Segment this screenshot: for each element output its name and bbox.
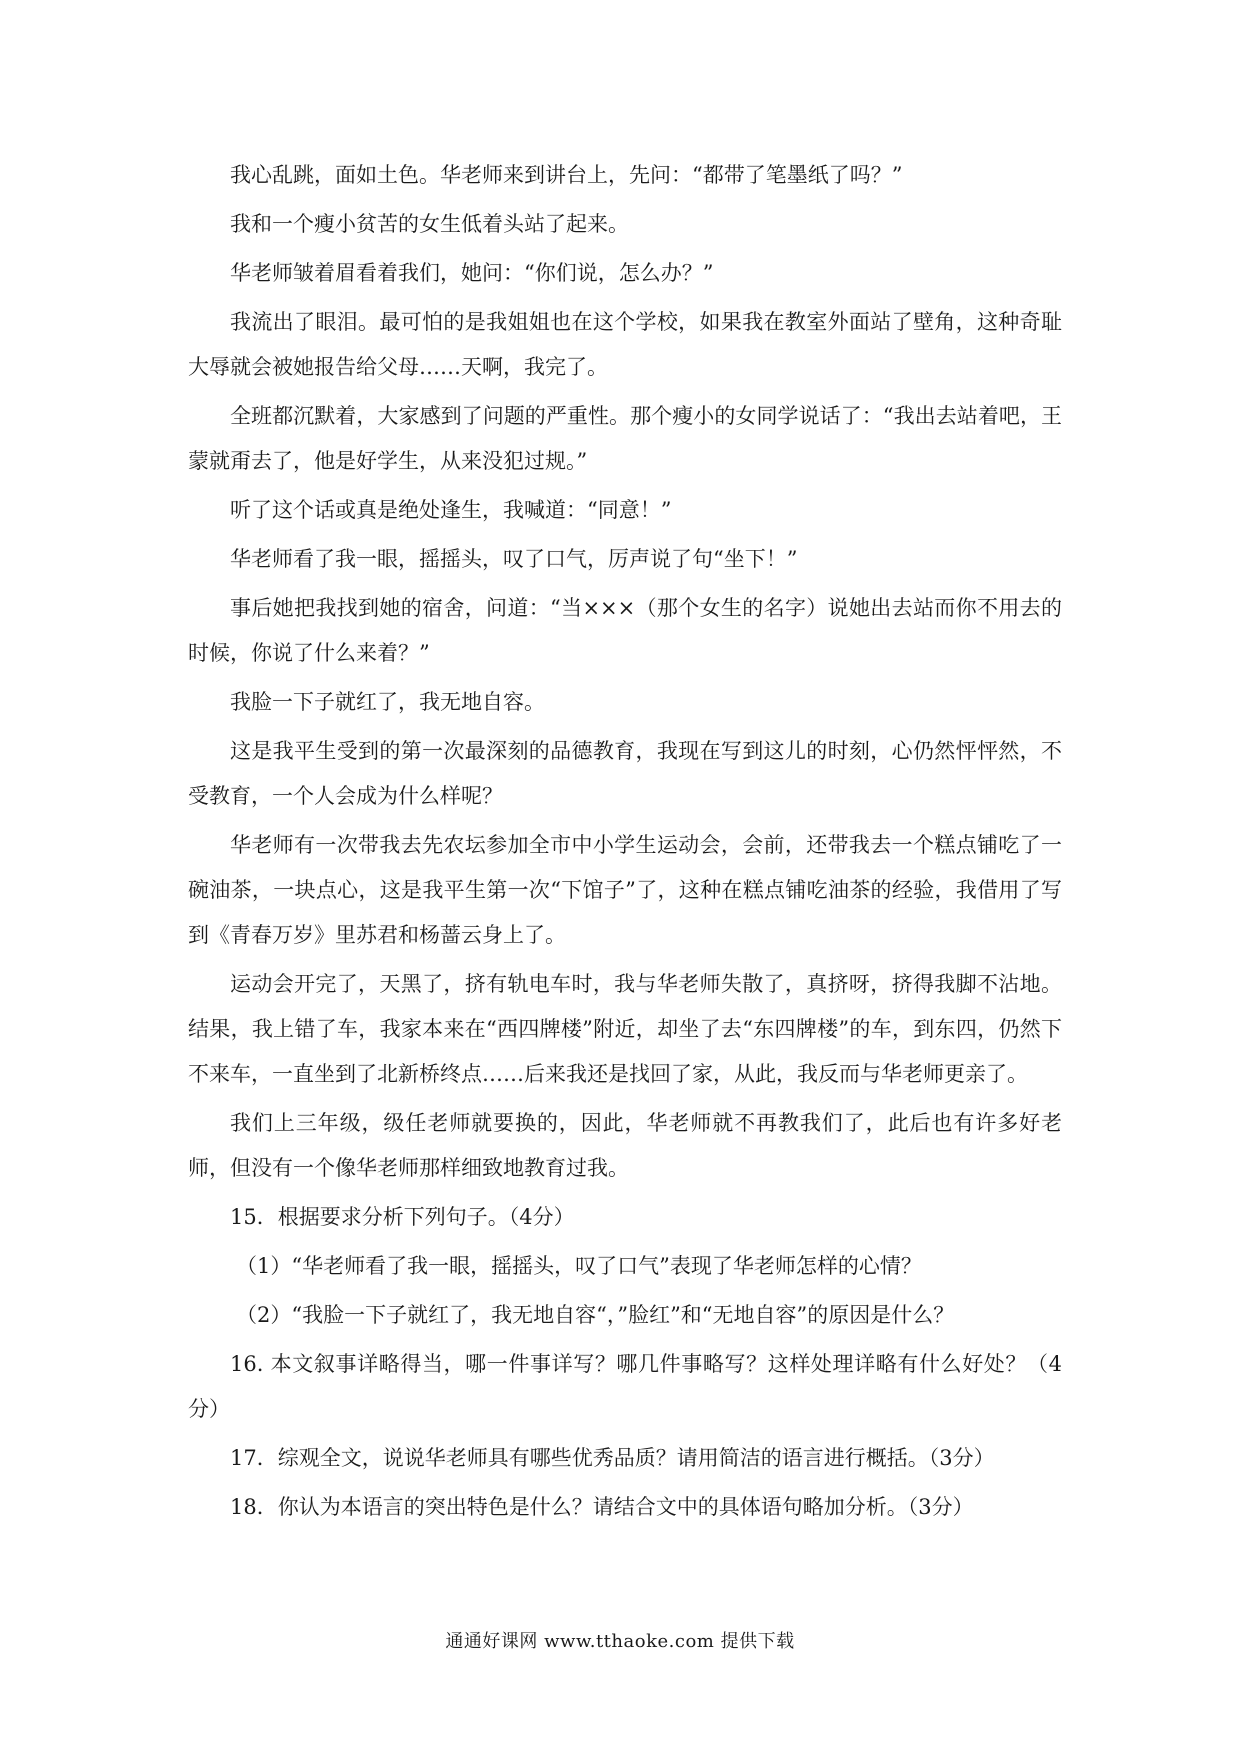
paragraph: 我和一个瘦小贫苦的女生低着头站了起来。 <box>230 212 629 236</box>
paragraph: 我脸一下子就红了，我无地自容。 <box>230 690 545 714</box>
page-footer: 通通好课网 www.tthaoke.com 提供下载 <box>445 1631 795 1652</box>
paragraph: 华老师看了我一眼，摇摇头，叹了口气，厉声说了句“坐下！” <box>230 547 798 571</box>
article-body <box>188 153 1062 1534</box>
question-18: 18．你认为本语言的突出特色是什么？请结合文中的具体语句略加分析。（3分） <box>230 1495 974 1519</box>
question-15-part-2: （2）“我脸一下子就红了，我无地自容“，”脸红”和“无地自容”的原因是什么？ <box>236 1303 955 1327</box>
paragraph: 这是我平生受到的第一次最深刻的品德教育，我现在写到这儿的时刻，心仍然怦怦然，不受教育，一个人会成为什么样呢？ <box>188 739 1062 808</box>
paragraph: 我心乱跳，面如土色。华老师来到讲台上，先问：“都带了笔墨纸了吗？” <box>230 163 903 187</box>
question-16: 16. 本文叙事详略得当，哪一件事详写？哪几件事略写？这样处理详略有什么好处？（4分） <box>188 1352 1062 1421</box>
question-15: 15．根据要求分析下列句子。（4分） <box>230 1205 575 1229</box>
paragraph: 听了这个话或真是绝处逢生，我喊道：“同意！” <box>230 498 672 522</box>
paragraph: 运动会开完了，天黑了，挤有轨电车时，我与华老师失散了，真挤呀，挤得我脚不沾地。结果，我上错了车，我家本来在“西四牌楼”附近，却坐了去“东四牌楼”的车，到东四，仍然下不来车，一直坐到了北新桥终点……后来我还是找回了家，从此，我反而与华老师更亲了。 <box>188 972 1062 1086</box>
paragraph: 华老师皱着眉看着我们，她问：“你们说，怎么办？” <box>230 261 714 285</box>
paragraph: 全班都沉默着，大家感到了问题的严重性。那个瘦小的女同学说话了：“我出去站着吧，王蒙就甭去了，他是好学生，从来没犯过规。” <box>188 404 1062 473</box>
paragraph: 我们上三年级，级任老师就要换的，因此，华老师就不再教我们了，此后也有许多好老师，但没有一个像华老师那样细致地教育过我。 <box>188 1111 1062 1180</box>
paragraph: 我流出了眼泪。最可怕的是我姐姐也在这个学校，如果我在教室外面站了壁角，这种奇耻大辱就会被她报告给父母……天啊，我完了。 <box>188 310 1062 379</box>
question-15-part-1: （1）“华老师看了我一眼，摇摇头，叹了口气”表现了华老师怎样的心情？ <box>236 1254 922 1278</box>
paragraph: 事后她把我找到她的宿舍，问道：“当×××（那个女生的名字）说她出去站而你不用去的时候，你说了什么来着？” <box>188 596 1062 665</box>
paragraph: 华老师有一次带我去先农坛参加全市中小学生运动会，会前，还带我去一个糕点铺吃了一碗油茶，一块点心，这是我平生第一次“下馆子”了，这种在糕点铺吃油茶的经验，我借用了写到《青春万岁》里苏君和杨蔷云身上了。 <box>188 833 1062 947</box>
question-17: 17．综观全文，说说华老师具有哪些优秀品质？请用简洁的语言进行概括。（3分） <box>230 1446 995 1470</box>
